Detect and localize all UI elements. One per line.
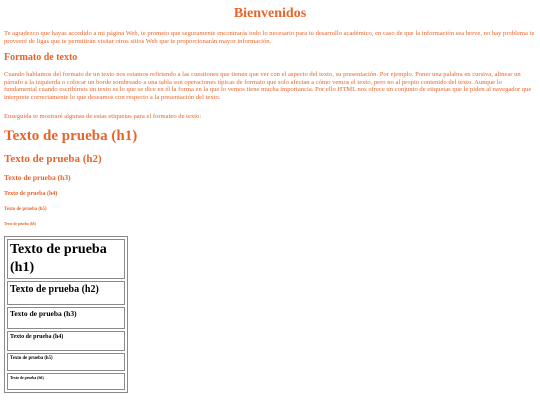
headings-table <box>4 236 128 393</box>
table-row <box>7 353 125 371</box>
table-row <box>7 331 125 351</box>
heading-h4-sample: Texto de prueba (h4) <box>4 191 58 198</box>
section-paragraph: Cuando hablamos del formato de un texto nos estamos refiriendo a las cuestiones que tienen que ver con el aspecto del texto, su presentación. Por ejemplo. Poner una palabra en cursiva, alinear un párrafo a la izquierda o colocar un borde sombreado a una tabla son operaciones típicas de formato que solo afectan a cómo vemos el texto, pero no al propio contenido del texto. Aunque lo fundamental cuando escribimos un texto es lo que se dice en él la forma en la que lo vemos tiene mucha importancia. Por ello HTML nos ofrece un conjunto de etiquetas que le piden al navegador que interprete correctamente lo que deseamos con respecto a la presentación del texto. <box>4 71 532 101</box>
table-cell-h6: Texto de prueba (h6) <box>7 373 125 390</box>
table-cell-h4: Texto de prueba (h4) <box>7 331 125 351</box>
table-row <box>7 373 125 390</box>
section-title: Formato de texto <box>4 52 78 64</box>
followup-paragraph: Enseguida te mostraré algunas de estas etiquetas para el formateo de texto: <box>4 112 202 120</box>
table-cell-h1: Texto de prueba (h1) <box>7 239 125 279</box>
heading-h3-sample: Texto de prueba (h3) <box>4 173 71 183</box>
page-title: Bienvenidos <box>233 6 307 21</box>
table-cell-h3: Texto de prueba (h3) <box>7 307 125 329</box>
table-row <box>7 307 125 329</box>
table-cell-h5: Texto de prueba (h5) <box>7 353 125 371</box>
table-cell-h2: Texto de prueba (h2) <box>7 281 125 305</box>
intro-paragraph: Te agradezco que hayas accedido a mi página Web, te prometo que seguramente encontrarás todo lo necesario para tu desarrollo académico, en caso de que la información sea breve, no hay problema te proveeré de ligas que te permitirán visitar otros sitios Web que te proporcionarán mayor información. <box>4 30 535 45</box>
table-row <box>7 281 125 305</box>
heading-h2-sample: Texto de prueba (h2) <box>4 153 102 166</box>
heading-h5-sample: Texto de prueba (h5) <box>4 207 47 213</box>
heading-h6-sample: Texto de prueba (h6) <box>4 222 36 227</box>
table-row <box>7 239 125 279</box>
heading-h1-sample: Texto de prueba (h1) <box>4 128 138 145</box>
